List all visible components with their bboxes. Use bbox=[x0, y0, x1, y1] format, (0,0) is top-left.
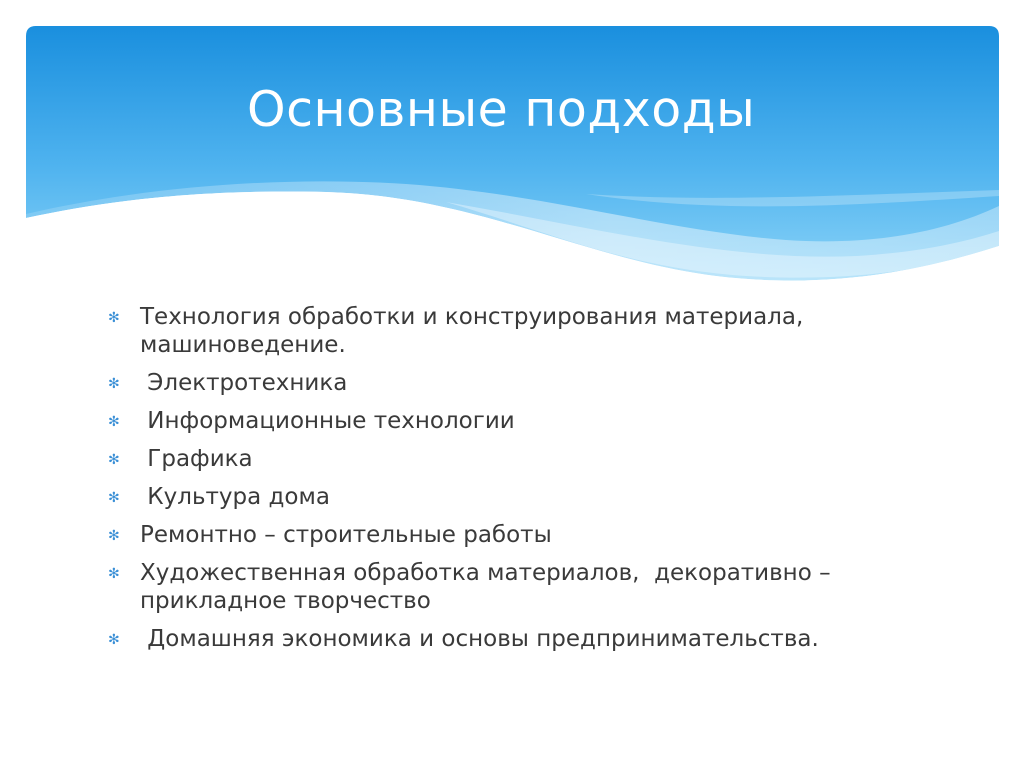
bullet-star-icon: ✻ bbox=[108, 490, 120, 506]
bullet-text: Культура дома bbox=[140, 484, 330, 510]
bullet-star-icon: ✻ bbox=[108, 452, 120, 468]
bullet-item bbox=[108, 407, 948, 435]
bullet-item bbox=[108, 303, 948, 359]
bullet-item bbox=[108, 521, 948, 549]
slide-title: Основные подходы bbox=[247, 81, 756, 138]
bullet-item bbox=[108, 483, 948, 511]
bullet-text: Графика bbox=[140, 446, 253, 472]
bullet-star-icon: ✻ bbox=[108, 310, 120, 326]
bullet-star-icon: ✻ bbox=[108, 632, 120, 648]
bullet-star-icon: ✻ bbox=[108, 376, 120, 392]
header-wave-band bbox=[26, 26, 999, 286]
bullet-item bbox=[108, 445, 948, 473]
bullet-item bbox=[108, 559, 948, 615]
bullet-item bbox=[108, 369, 948, 397]
bullet-text: Художественная обработка материалов, декоративно – прикладное творчество bbox=[140, 560, 838, 614]
bullet-text: Технология обработки и конструирования материала, машиноведение. bbox=[140, 304, 804, 358]
bullet-star-icon: ✻ bbox=[108, 414, 120, 430]
bullet-list bbox=[108, 303, 948, 663]
bullet-star-icon: ✻ bbox=[108, 528, 120, 544]
bullet-star-icon: ✻ bbox=[108, 566, 120, 582]
wave-background bbox=[26, 26, 999, 286]
bullet-text: Электротехника bbox=[140, 370, 348, 396]
bullet-item bbox=[108, 625, 948, 653]
bullet-text: Домашняя экономика и основы предпринимательства. bbox=[140, 626, 819, 652]
bullet-text: Ремонтно – строительные работы bbox=[140, 522, 552, 548]
bullet-text: Информационные технологии bbox=[140, 408, 515, 434]
